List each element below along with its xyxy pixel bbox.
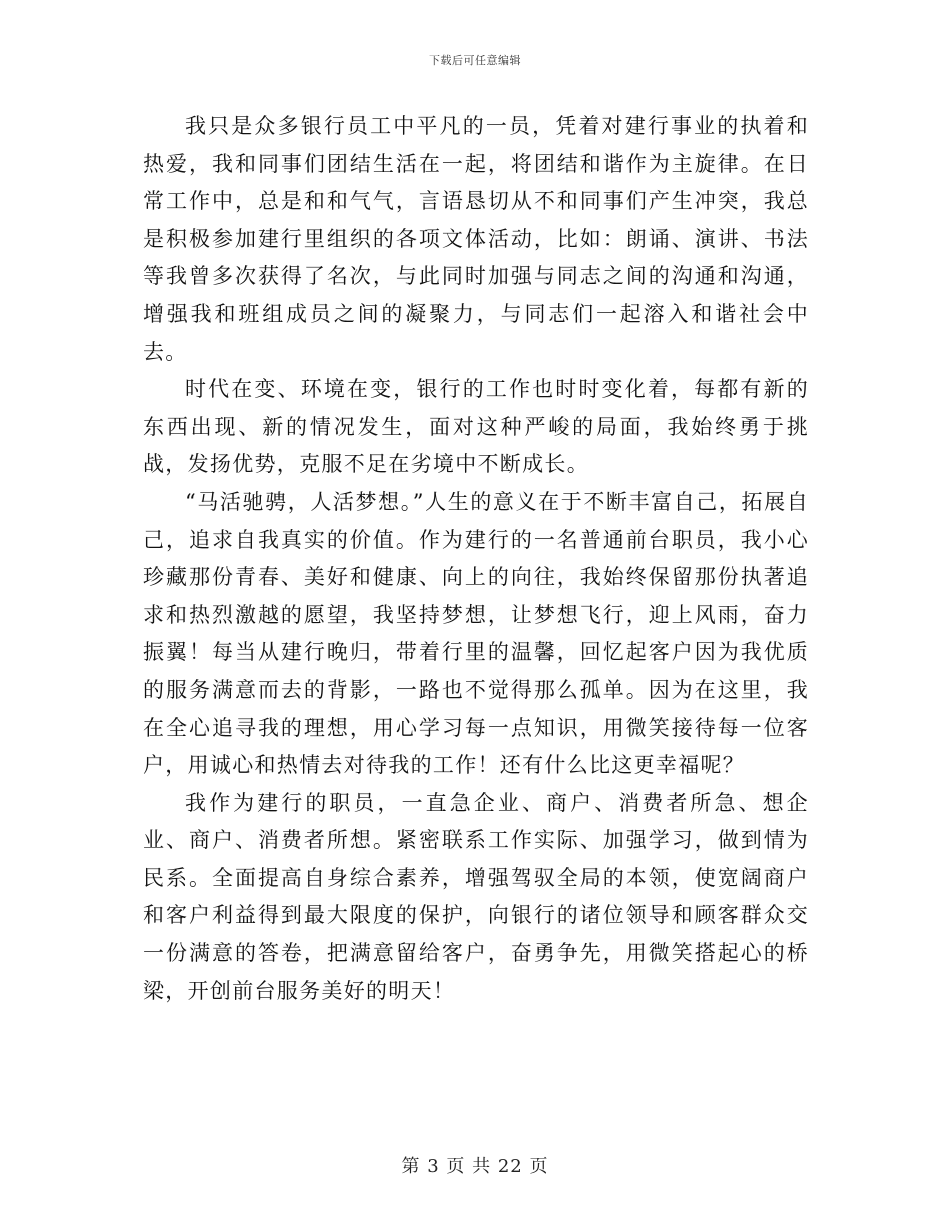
paragraph-3: “马活驰骋，人活梦想。”人生的意义在于不断丰富自己，拓展自己，追求自我真实的价值。作为建行的一名普通前台职员，我小心珍藏那份青春、美好和健康、向上的向往，我始终保留那份执著追求和热烈激越的愿望，我坚持梦想，让梦想飞行，迎上风雨，奋力振翼！每当从建行晚归，带着行里的温馨，回忆起客户因为我优质的服务满意而去的背影，一路也不觉得那么孤单。因为在这里，我在全心追寻我的理想，用心学习每一点知识，用微笑接待每一位客户，用诚心和热情去对待我的工作！还有什么比这更幸福呢？: [143, 489, 809, 778]
page-number-footer: 第 3 页 共 22 页: [401, 1156, 549, 1177]
paragraph-1: 我只是众多银行员工中平凡的一员，凭着对建行事业的执着和热爱，我和同事们团结生活在一起，将团结和谐作为主旋律。在日常工作中，总是和和气气，言语恳切从不和同事们产生冲突，我总是积极参加建行里组织的各项文体活动，比如：朗诵、演讲、书法等我曾多次获得了名次，与此同时加强与同志之间的沟通和沟通，增强我和班组成员之间的凝聚力，与同志们一起溶入和谐社会中去。: [143, 114, 809, 364]
paragraph-2: 时代在变、环境在变，银行的工作也时时变化着，每都有新的东西出现、新的情况发生，面对这种严峻的局面，我始终勇于挑战，发扬优势，克服不足在劣境中不断成长。: [143, 377, 809, 477]
page-header: 下载后可任意编辑: [429, 54, 521, 67]
paragraph-4: 我作为建行的职员，一直急企业、商户、消费者所急、想企业、商户、消费者所想。紧密联系工作实际、加强学习，做到情为民系。全面提高自身综合素养，增强驾驭全局的本领，使宽阔商户和客户利益得到最大限度的保护，向银行的诸位领导和顾客群众交一份满意的答卷，把满意留给客户，奋勇争先，用微笑搭起心的桥梁，开创前台服务美好的明天！: [143, 790, 809, 1003]
document-body: [143, 108, 809, 1010]
